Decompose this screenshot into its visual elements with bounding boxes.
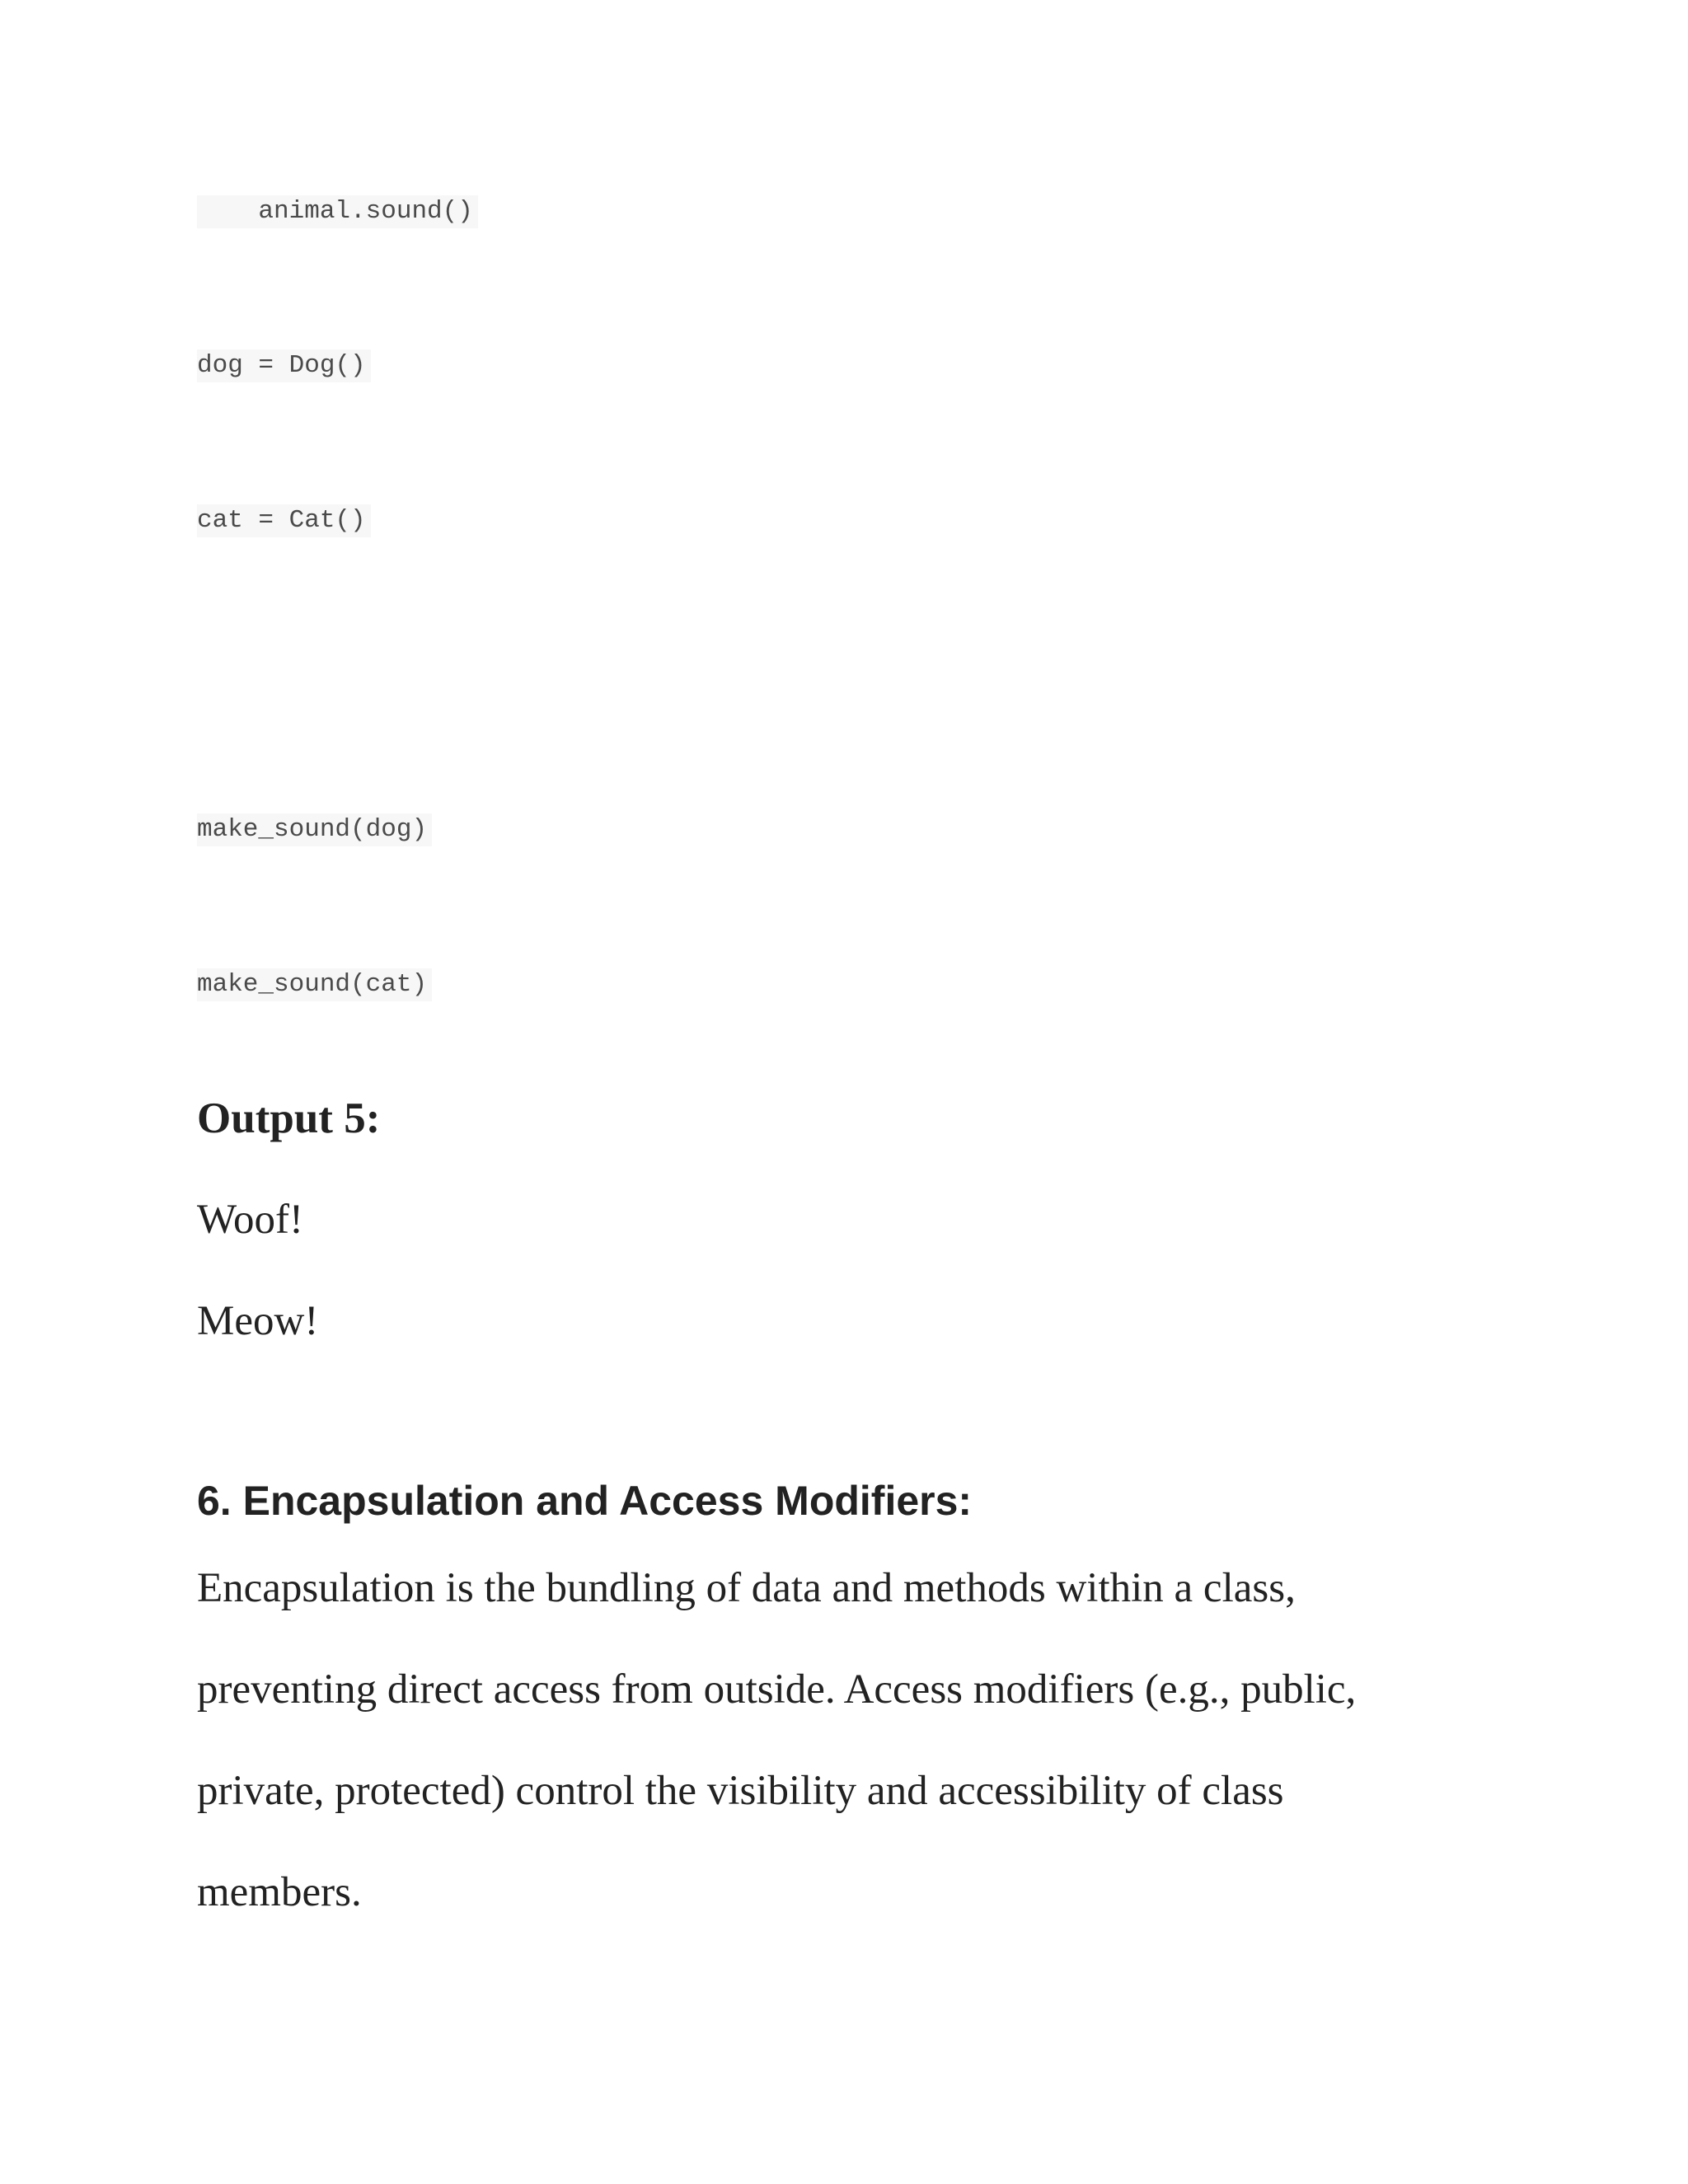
code-line: cat = Cat() <box>197 504 371 537</box>
paragraph-line: Encapsulation is the bundling of data and methods within a class, <box>197 1565 1296 1611</box>
paragraph-line: members. <box>197 1869 362 1915</box>
output-line: Meow! <box>197 1298 319 1344</box>
code-line: animal.sound() <box>197 195 478 228</box>
code-line: make_sound(cat) <box>197 968 432 1001</box>
code-line: dog = Dog() <box>197 349 371 382</box>
paragraph-line: preventing direct access from outside. Access modifiers (e.g., public, <box>197 1666 1357 1713</box>
code-line: make_sound(dog) <box>197 813 432 846</box>
output-line: Woof! <box>197 1197 304 1243</box>
section-heading: 6. Encapsulation and Access Modifiers: <box>197 1478 973 1524</box>
paragraph-line: private, protected) control the visibility and accessibility of class <box>197 1768 1284 1814</box>
output-heading: Output 5: <box>197 1094 381 1142</box>
